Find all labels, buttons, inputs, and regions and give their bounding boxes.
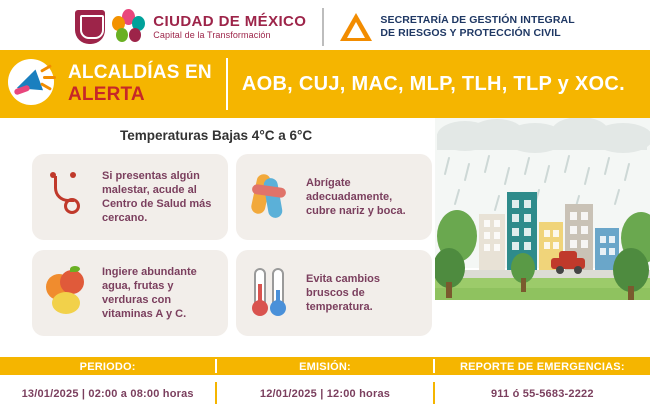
cdmx-shield-icon bbox=[75, 10, 105, 44]
recommendation-card bbox=[236, 250, 432, 336]
emision-value-cell bbox=[217, 384, 432, 402]
alert-zones-list: AOB, CUJ, MAC, MLP, TLH, TLP y XOC. bbox=[241, 72, 625, 95]
agency-line-2: DE RIESGOS Y PROTECCIÓN CIVIL bbox=[380, 27, 561, 39]
temperature-title: Temperaturas Bajas 4°C a 6°C bbox=[120, 128, 313, 143]
megaphone-icon bbox=[4, 53, 66, 115]
footer bbox=[0, 357, 650, 411]
agency-logo bbox=[340, 13, 574, 41]
footer-labels-row bbox=[0, 357, 650, 375]
agency-wordmark bbox=[380, 14, 574, 40]
recommendation-card bbox=[32, 250, 228, 336]
header-divider bbox=[322, 8, 324, 46]
stethoscope-icon bbox=[38, 168, 96, 226]
recommendation-cards bbox=[32, 154, 442, 336]
cdmx-title: CIUDAD DE MÉXICO bbox=[153, 13, 307, 30]
alert-title-line-1: ALCALDÍAS EN bbox=[68, 62, 212, 83]
emergencias-value-cell bbox=[435, 384, 650, 402]
card-text: Ingiere abundante agua, frutas y verduras con vitaminas A y C. bbox=[102, 266, 197, 320]
scarf-icon bbox=[242, 168, 300, 226]
emision-value: 12/01/2025 | 12:00 horas bbox=[259, 388, 391, 400]
cdmx-logo bbox=[75, 9, 306, 45]
institutional-header bbox=[0, 0, 650, 50]
periodo-value-cell bbox=[0, 384, 215, 402]
periodo-value: 13/01/2025 | 02:00 a 08:00 horas bbox=[21, 388, 194, 400]
agency-line-1: SECRETARÍA DE GESTIÓN INTEGRAL bbox=[380, 14, 575, 26]
card-text: Evita cambios bruscos de temperatura. bbox=[306, 273, 380, 313]
rainy-city-skyline-illustration bbox=[435, 118, 650, 333]
card-text: Si presentas algún malestar, acude al Centro de Salud más cercano. bbox=[102, 170, 212, 224]
cdmx-subtitle: Capital de la Transformación bbox=[153, 30, 271, 40]
emergencias-value: 911 ó 55-5683-2222 bbox=[490, 388, 594, 400]
recommendation-card bbox=[32, 154, 228, 240]
periodo-label: PERIODO: bbox=[79, 361, 136, 373]
alert-title-line-2: ALERTA bbox=[68, 84, 145, 105]
civil-protection-triangle-icon bbox=[340, 13, 372, 41]
emergencias-label: REPORTE DE EMERGENCIAS: bbox=[459, 361, 625, 373]
fruits-icon bbox=[38, 264, 96, 322]
periodo-label-cell bbox=[0, 357, 215, 375]
main-content bbox=[0, 118, 650, 358]
cdmx-wordmark bbox=[153, 13, 306, 41]
alert-banner bbox=[0, 50, 650, 118]
alert-title bbox=[66, 62, 212, 106]
card-text: Abrígate adecuadamente, cubre nariz y boca. bbox=[306, 177, 406, 217]
emergencias-label-cell bbox=[435, 357, 650, 375]
cdmx-flower-icon bbox=[112, 9, 146, 45]
emision-label: EMISIÓN: bbox=[299, 361, 351, 373]
emision-label-cell bbox=[217, 357, 432, 375]
recommendation-card bbox=[236, 154, 432, 240]
footer-values-row bbox=[0, 375, 650, 411]
thermometers-icon bbox=[242, 264, 300, 322]
alert-divider bbox=[226, 58, 228, 110]
